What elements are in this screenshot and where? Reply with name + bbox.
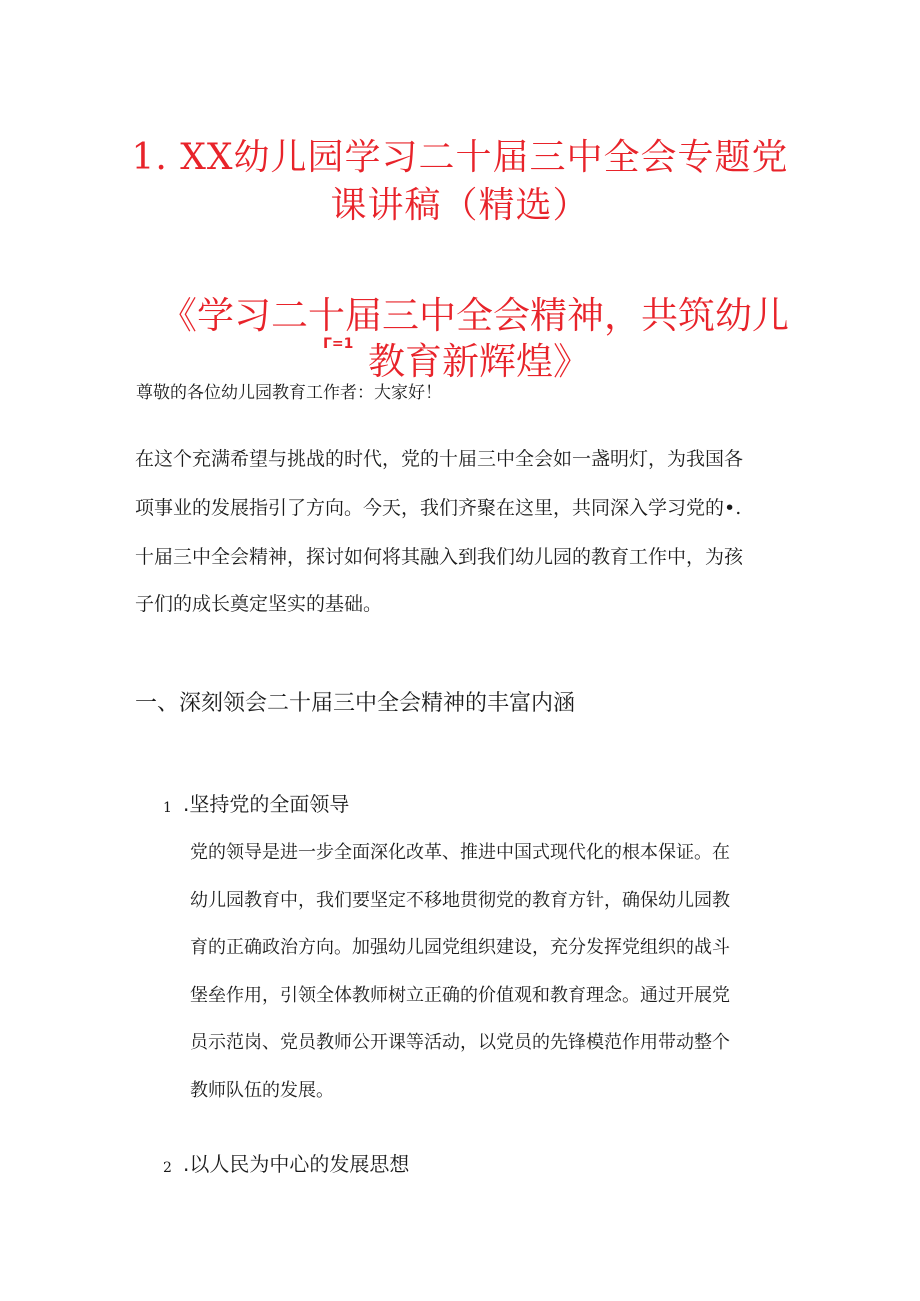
ocr-artifact-mark: Γ=1 <box>323 336 354 352</box>
subsection-body-line: 员示范岗、党员教师公开课等活动，以党员的先锋模范作用带动整个 <box>190 1032 730 1053</box>
subsection-number-1: 1 <box>163 800 172 816</box>
speech-subtitle-line-1: 《学习二十届三中全会精神，共筑幼儿 <box>160 294 789 337</box>
subsection-body-line: 幼儿园教育中，我们要坚定不移地贯彻党的教育方针，确保幼儿园教 <box>190 890 730 911</box>
intro-paragraph-line: 在这个充满希望与挑战的时代，党的十届三中全会如一盏明灯，为我国各 <box>135 448 744 470</box>
speech-subtitle-line-2: 教育新辉煌》 <box>368 340 590 383</box>
subsection-body-line: 教师队伍的发展。 <box>190 1080 334 1101</box>
intro-paragraph-line: 十届三中全会精神，探讨如何将其融入到我们幼儿园的教育工作中，为孩 <box>135 546 744 568</box>
subsection-heading-2: .以人民为中心的发展思想 <box>183 1152 410 1176</box>
subsection-heading-1: .坚持党的全面领导 <box>183 792 350 816</box>
salutation: 尊敬的各位幼儿园教育工作者：大家好！ <box>136 383 442 403</box>
subsection-number-2: 2 <box>163 1160 172 1176</box>
document-title-line-2: 课讲稿（精选） <box>330 185 590 226</box>
section-heading-1: 一、深刻领会二十届三中全会精神的丰富内涵 <box>135 691 576 716</box>
subsection-body-line: 党的领导是进一步全面深化改革、推进中国式现代化的根本保证。在 <box>190 842 730 863</box>
intro-paragraph-line: 子们的成长奠定坚实的基础。 <box>135 593 383 615</box>
subsection-body-line: 育的正确政治方向。加强幼儿园党组织建设，充分发挥党组织的战斗 <box>190 937 730 958</box>
document-title-line-1: 1. XX幼儿园学习二十届三中全会专题党 <box>131 137 789 178</box>
subsection-body-line: 堡垒作用，引领全体教师树立正确的价值观和教育理念。通过开展党 <box>190 985 730 1006</box>
intro-paragraph-line: 项事业的发展指引了方向。今天，我们齐聚在这里，共同深入学习党的•. <box>135 497 742 519</box>
